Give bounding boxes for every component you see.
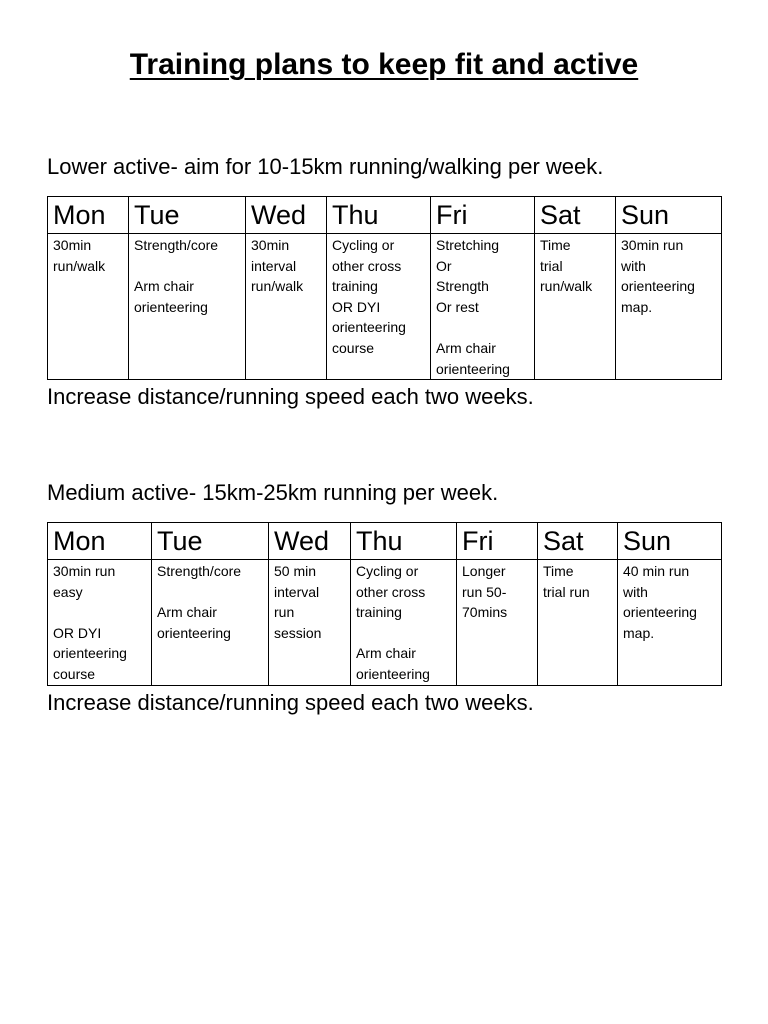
lower-plan-heading: Lower active- aim for 10-15km running/walking per week.	[47, 154, 604, 179]
day-header-thu: Thu	[351, 523, 457, 560]
session-cell-sun: 40 min run with orienteering map.	[618, 560, 722, 686]
day-header-sun: Sun	[616, 197, 722, 234]
page-title-text: Training plans to keep fit and active	[129, 48, 639, 81]
day-header-sat: Sat	[535, 197, 616, 234]
session-cell-sun: 30min run with orienteering map.	[616, 234, 722, 380]
day-header-tue: Tue	[152, 523, 269, 560]
session-cell-thu: Cycling or other cross training OR DYI orienteering course	[327, 234, 431, 380]
medium-plan-session-row	[48, 560, 722, 686]
medium-plan-footer-note: Increase distance/running speed each two weeks.	[47, 690, 534, 715]
session-cell-mon: 30min run/walk	[48, 234, 129, 380]
session-cell-thu: Cycling or other cross training Arm chair orienteering	[351, 560, 457, 686]
medium-plan-table	[47, 522, 722, 686]
session-cell-sat: Time trial run/walk	[535, 234, 616, 380]
session-cell-sat: Time trial run	[538, 560, 618, 686]
day-header-wed: Wed	[269, 523, 351, 560]
day-header-tue: Tue	[129, 197, 246, 234]
session-cell-tue: Strength/core Arm chair orienteering	[152, 560, 269, 686]
session-cell-fri: Stretching Or Strength Or rest Arm chair orienteering	[431, 234, 535, 380]
day-header-sun: Sun	[618, 523, 722, 560]
day-header-wed: Wed	[246, 197, 327, 234]
day-header-fri: Fri	[457, 523, 538, 560]
day-header-mon: Mon	[48, 197, 129, 234]
medium-plan-header-row	[48, 523, 722, 560]
medium-plan-heading: Medium active- 15km-25km running per week.	[47, 480, 499, 505]
day-header-thu: Thu	[327, 197, 431, 234]
lower-plan-header-row	[48, 197, 722, 234]
session-cell-wed: 50 min interval run session	[269, 560, 351, 686]
session-cell-fri: Longer run 50- 70mins	[457, 560, 538, 686]
session-cell-wed: 30min interval run/walk	[246, 234, 327, 380]
page-title	[0, 45, 768, 85]
session-cell-mon: 30min run easy OR DYI orienteering course	[48, 560, 152, 686]
day-header-fri: Fri	[431, 197, 535, 234]
day-header-sat: Sat	[538, 523, 618, 560]
lower-plan-session-row	[48, 234, 722, 380]
day-header-mon: Mon	[48, 523, 152, 560]
lower-plan-table	[47, 196, 722, 380]
session-cell-tue: Strength/core Arm chair orienteering	[129, 234, 246, 380]
lower-plan-footer-note: Increase distance/running speed each two weeks.	[47, 384, 534, 409]
